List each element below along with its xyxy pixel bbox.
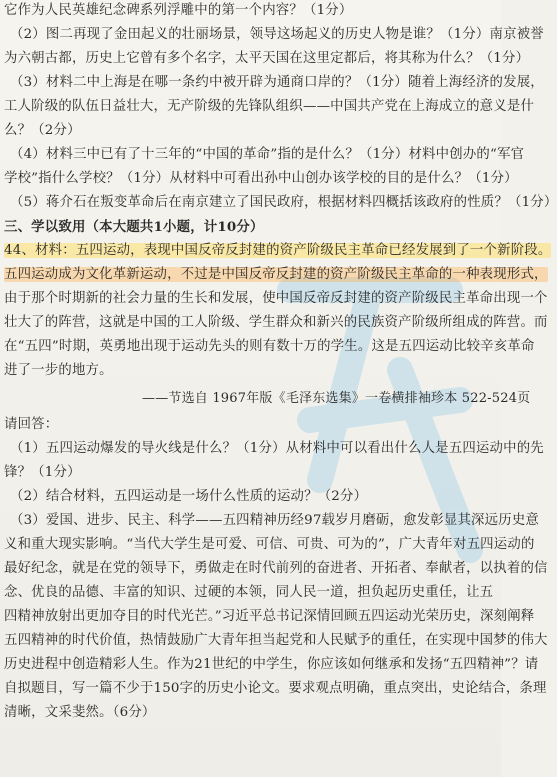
question-line: 义和重大现实影响。“当代大学生是可爱、可信、可贵、可为的”，广大青年对五四运动的 <box>4 537 535 552</box>
prompt-label: 请回答： <box>4 417 59 432</box>
material-text: 五四运动成为文化革新运动，不过是中国反帝反封建的资产阶级民主革命的一种表现形式， <box>4 267 548 282</box>
material-line <box>4 242 552 260</box>
material-text: 44、材料：五四运动，表现中国反帝反封建的资产阶级民主革命已经发展到了一个新阶段。 <box>4 243 552 258</box>
question-line: 五四精神的时代价值，热情鼓励广大青年担当起党和人民赋予的重任，在实现中国梦的伟大 <box>4 633 548 648</box>
question-line: 么？（2分） <box>4 123 81 138</box>
question-line: 它作为人民英雄纪念碑系列浮雕中的第一个内容？（1分） <box>4 3 353 18</box>
question-line: 四精神放射出更加夺目的时代光芒。”习近平总书记深情回顾五四运动光荣历史，深刻阐释 <box>4 609 535 624</box>
question-line: 为六朝古都，历史上它曾有多个名字，太平天国在这里定都后，将其称为什么？（1分） <box>4 51 530 66</box>
material-line: 进了一步的地方。 <box>4 363 113 378</box>
question-line: （3）爱国、进步、民主、科学——五四精神历经97载岁月磨砺，愈发彰显其深远历史意 <box>10 513 540 528</box>
material-line: 由于那个时期新的社会力量的生长和发展，使中国反帝反封建的资产阶级民主革命出现一个 <box>4 291 548 306</box>
question-line: 历史进程中创造精彩人生。作为21世纪的中学生，你应该如何继承和发扬“五四精神”？请 <box>4 657 539 672</box>
question-line: 锋？（1分） <box>4 465 81 480</box>
question-line: （3）材料二中上海是在哪一条约中被开辟为通商口岸的？（1分）随着上海经济的发展， <box>10 75 544 90</box>
question-line: 念、优良的品德、丰富的知识、过硬的本领，同人民一道，担负起历史重任，让五 <box>4 585 494 600</box>
question-line: （2）结合材料，五四运动是一场什么性质的运动？（2分） <box>10 489 368 504</box>
question-line: 最好纪念，就是在党的领导下，勇做走在时代前列的奋进者、开拓者、奉献者，以执着的信 <box>4 561 548 576</box>
material-line: 壮大了的阵营，这就是中国的工人阶级、学生群众和新兴的民族资产阶级所组成的阵营。而 <box>4 315 548 330</box>
question-line: 清晰，文采斐然。（6分） <box>4 705 156 720</box>
question-line: 工人阶级的队伍日益壮大，无产阶级的先锋队组织——中国共产党在上海成立的意义是什 <box>4 99 535 114</box>
question-line: （5）蒋介石在叛变革命后在南京建立了国民政府，根据材料四概括该政府的性质？（1分） <box>10 195 557 210</box>
question-line: 学校”指什么学校？（1分）从材料中可看出孙中山创办该学校的目的是什么？（1分） <box>4 171 518 186</box>
question-line: （1）五四运动爆发的导火线是什么？（1分）从材料中可以看出什么人是五四运动中的先 <box>10 441 544 456</box>
section-heading: 三、学以致用（本大题共1小题，计10分） <box>4 219 264 235</box>
material-line: 在“五四”时期，英勇地出现于运动先头的则有数十万的学生。这是五四运动比较辛亥革命 <box>4 339 535 354</box>
citation: ——节选自 1967年版《毛泽东选集》一卷横排袖珍本 522-524页 <box>142 391 531 406</box>
material-line <box>4 266 548 284</box>
question-line: （2）图二再现了金田起义的壮丽场景，领导这场起义的历史人物是谁？（1分）南京被誉 <box>10 27 544 42</box>
question-line: （4）材料三中已有了十三年的“中国的革命”指的是什么？（1分）材料中创办的“军官 <box>10 147 525 162</box>
question-line: 自拟题目，写一篇不少于150字的历史小论文。要求观点明确，重点突出，史论结合，条理 <box>4 681 547 696</box>
